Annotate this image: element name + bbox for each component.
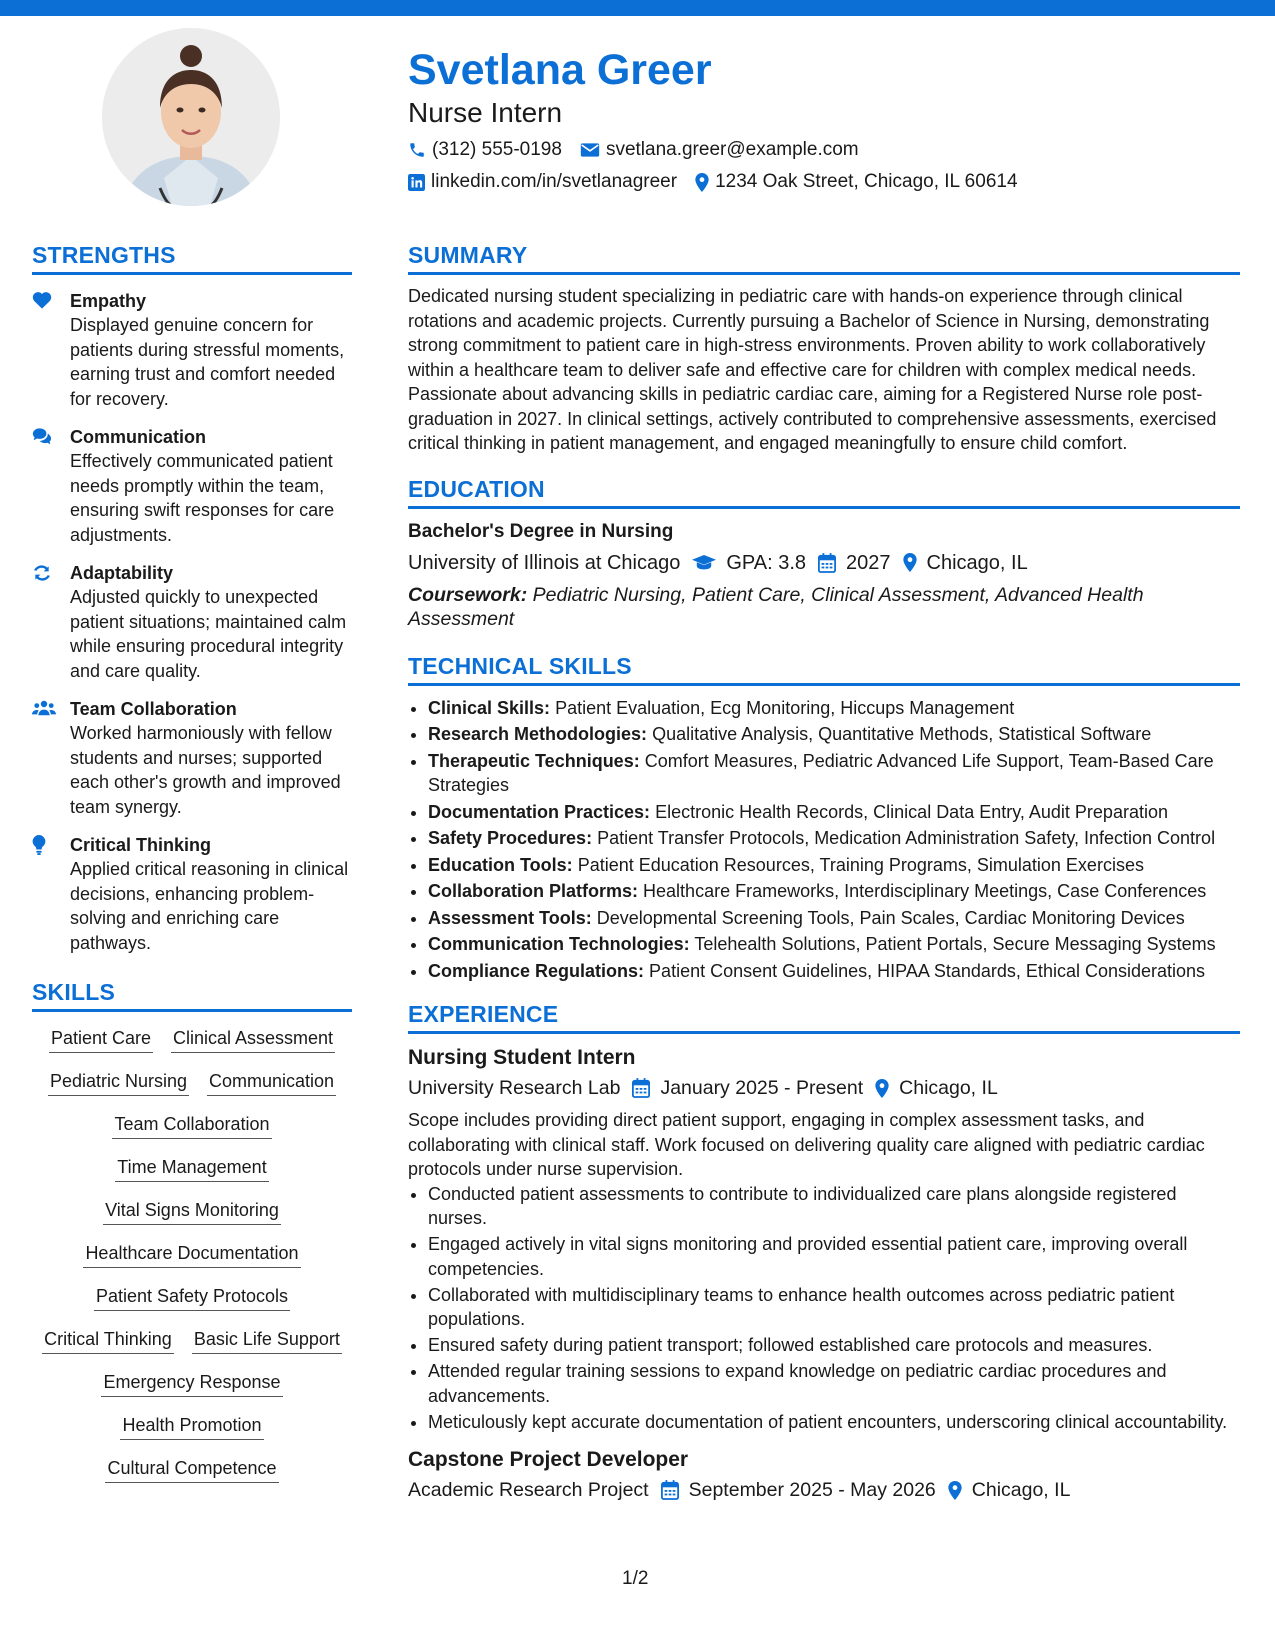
strength-title: Team Collaboration [70,699,237,719]
skill-tag: Patient Care [49,1026,153,1053]
calendar-icon [632,1078,650,1098]
education-heading: EDUCATION [408,472,1240,509]
school-text: University of Illinois at Chicago [408,551,681,574]
location-pin-icon [903,553,917,572]
list-item: • Engaged actively in vital signs monitoring and provided essential patient care, improving overall competencies. [428,1232,1240,1281]
degree-title: Bachelor's Degree in Nursing [408,520,674,542]
strength-title: Communication [70,427,207,447]
job-dates [661,1476,936,1504]
strength-item [32,697,352,819]
coursework-label: Coursework: [408,583,528,606]
phone-contact[interactable] [408,138,562,162]
graduation-cap-icon [692,554,716,572]
candidate-role: Nurse Intern [408,97,563,128]
skill-tag: Basic Life Support [192,1327,342,1354]
education-location [903,549,1028,577]
dates-text: September 2025 - May 2026 [688,1479,936,1501]
job-bullets [408,1182,1240,1435]
list-item: • Meticulously kept accurate documentation of patient encounters, underscoring clinical accountability. [428,1410,1240,1435]
phone-icon [408,141,426,159]
gpa [692,549,806,577]
skill-values: Patient Evaluation, Ecg Monitoring, Hiccups Management [555,697,1015,718]
strength-item [32,561,352,683]
list-item [428,932,1240,957]
address-contact [695,170,1017,194]
skill-values: Patient Transfer Protocols, Medication Administration Safety, Infection Control [597,828,1216,848]
skill-category: Clinical Skills: [428,697,551,718]
list-item: • Collaborated with multidisciplinary teams to enhance health outcomes across pediatric patient populations. [428,1283,1240,1332]
skill-tag: Pediatric Nursing [48,1069,189,1096]
coursework-text: Pediatric Nursing, Patient Care, Clinical Assessment, Advanced Health Assessment [408,583,1144,630]
job-org [408,1074,620,1102]
skill-values: Patient Consent Guidelines, HIPAA Standards, Ethical Considerations [649,960,1206,981]
strength-desc: Applied critical reasoning in clinical decisions, enhancing problem-solving and enriching care pathways. [70,859,349,953]
job-description: Scope includes providing direct patient support, engaging in complex assessment tasks, and collaborating with clinical staff. Work focused on delivering quality care aligned with pediatric cardiac protocols under nurse supervision. [408,1110,1205,1179]
skill-values: Developmental Screening Tools, Pain Scales, Cardiac Monitoring Devices [596,907,1185,928]
job-dates [632,1074,863,1102]
job-meta [408,1476,1240,1504]
strength-desc: Adjusted quickly to unexpected patient situations; maintained calm while ensuring procedural integrity and care quality. [70,587,347,681]
strength-title: Critical Thinking [70,835,212,855]
skill-values: Patient Education Resources, Training Programs, Simulation Exercises [577,854,1144,875]
skill-category: Assessment Tools: [428,907,592,928]
email-contact[interactable] [580,138,859,162]
technical-skills-list [408,696,1240,984]
skill-category: Therapeutic Techniques: [428,750,640,771]
skill-category: Documentation Practices: [428,801,651,822]
list-item [428,826,1240,851]
chat-bubbles-icon [32,427,54,445]
skill-tag: Cultural Competence [105,1456,278,1483]
job-location [948,1476,1071,1504]
location-text: Chicago, IL [971,1479,1071,1501]
contact-row-2 [408,170,1238,194]
location-text: Chicago, IL [899,1077,998,1099]
skills-heading: SKILLS [32,975,352,1012]
skill-values: Telehealth Solutions, Patient Portals, Secure Messaging Systems [694,934,1216,954]
list-item [428,959,1240,984]
skill-category: Collaboration Platforms: [428,881,639,901]
refresh-icon [32,563,52,583]
gpa-text: GPA: 3.8 [726,551,807,574]
skill-category: Research Methodologies: [428,724,648,744]
skill-tag: Clinical Assessment [171,1026,335,1053]
dates-text: January 2025 - Present [660,1077,864,1099]
strength-item [32,289,352,411]
page-number: 1/2 [622,1568,649,1589]
location-pin-icon [875,1079,889,1098]
list-item: • Attended regular training sessions to expand knowledge on pediatric cardiac procedures and advancements. [428,1359,1240,1408]
team-icon [32,699,56,717]
technical-skills-heading: TECHNICAL SKILLS [408,649,1240,686]
skill-tag: Health Promotion [120,1413,263,1440]
profile-photo [102,28,280,206]
school-name [408,549,680,577]
envelope-icon [580,142,600,158]
skill-category: Communication Technologies: [428,934,690,954]
year-text: 2027 [846,551,891,574]
address-text: 1234 Oak Street, Chicago, IL 60614 [715,171,1018,192]
skill-values: Qualitative Analysis, Quantitative Methods, Statistical Software [652,724,1152,744]
experience-heading: EXPERIENCE [408,997,1240,1034]
heart-icon [32,291,52,309]
strengths-heading: STRENGTHS [32,238,352,275]
linkedin-text: linkedin.com/in/svetlanagreer [431,171,678,192]
linkedin-contact[interactable] [408,170,677,194]
list-item [428,749,1240,798]
skill-category: Safety Procedures: [428,828,593,848]
strength-item [32,425,352,547]
skill-values: Comfort Measures, Pediatric Advanced Life Support, Team-Based Care Strategies [428,750,1214,795]
left-column [32,238,352,1483]
strength-desc: Displayed genuine concern for patients during stressful moments, earning trust and comfort needed for recovery. [70,315,345,409]
education-meta [408,549,1240,577]
resume-header [408,44,1238,194]
top-accent-bar [0,0,1275,16]
location-pin-icon [695,173,709,192]
calendar-icon [661,1480,679,1500]
coursework [408,583,1240,631]
skills-cloud [32,1026,352,1483]
email-text: svetlana.greer@example.com [605,139,859,160]
list-item: • Conducted patient assessments to contribute to individualized care plans alongside registered nurses. [428,1182,1240,1231]
job-title: Nursing Student Intern [408,1046,636,1069]
candidate-name: Svetlana Greer [408,46,712,94]
list-item [428,853,1240,878]
list-item: • Ensured safety during patient transport; followed established care protocols and measures. [428,1333,1240,1358]
skill-tag: Patient Safety Protocols [94,1284,290,1311]
location-pin-icon [948,1481,962,1500]
location-text: Chicago, IL [926,551,1028,574]
strength-title: Empathy [70,291,147,311]
skill-tag: Healthcare Documentation [83,1241,300,1268]
list-item [428,879,1240,904]
skill-tag: Time Management [115,1155,268,1182]
profile-photo-illustration [102,28,280,206]
graduation-year [818,549,891,577]
linkedin-icon [408,174,425,191]
strength-title: Adaptability [70,563,174,583]
list-item [428,696,1240,721]
job-title: Capstone Project Developer [408,1448,689,1471]
skill-category: Compliance Regulations: [428,960,645,981]
skill-tag: Communication [207,1069,336,1096]
list-item [428,800,1240,825]
strength-item [32,833,352,955]
job-meta [408,1074,1240,1102]
contact-row-1 [408,138,1238,162]
org-text: University Research Lab [408,1077,621,1099]
job-location [875,1074,998,1102]
summary-text: Dedicated nursing student specializing in pediatric care with hands-on experience through clinical rotations and academic projects. Currently pursuing a Bachelor of Science in Nursing, demonstrating strong commitment to patient care in high-stress environments. Proven ability to work collaboratively within a healthcare team to deliver safe and effective care for children with complex medical needs. Passionate about advancing skills in pediatric cardiac care, aiming for a Registered Nurse role post-graduation in 2027. In clinical settings, actively contributed to comprehensive assessments, exercised critical thinking in patient management, and engaged meaningfully to ensure child comfort. [408,286,1217,453]
skill-tag: Team Collaboration [112,1112,271,1139]
list-item [428,722,1240,747]
lightbulb-icon [32,835,46,855]
phone-text: (312) 555-0198 [432,139,562,160]
job-org [408,1476,649,1504]
list-item [428,906,1240,931]
skill-tag: Critical Thinking [42,1327,174,1354]
skill-category: Education Tools: [428,854,573,875]
summary-heading: SUMMARY [408,238,1240,275]
strength-desc: Worked harmoniously with fellow students and nurses; supported each other's growth and improved team synergy. [70,723,341,817]
skill-tag: Vital Signs Monitoring [103,1198,281,1225]
right-column [408,238,1240,1504]
skill-values: Electronic Health Records, Clinical Data Entry, Audit Preparation [655,801,1168,822]
skill-tag: Emergency Response [101,1370,282,1397]
calendar-icon [818,553,836,573]
skill-values: Healthcare Frameworks, Interdisciplinary Meetings, Case Conferences [643,881,1207,901]
org-text: Academic Research Project [408,1479,649,1501]
strength-desc: Effectively communicated patient needs promptly within the team, ensuring swift responses for care adjustments. [70,451,335,545]
